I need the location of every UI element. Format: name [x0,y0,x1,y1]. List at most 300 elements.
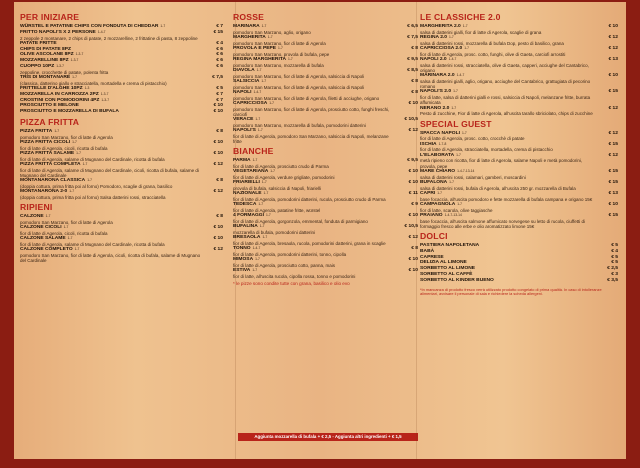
item-price: € 5 [216,85,223,91]
allergen-codes: 1-4-7 [252,246,261,251]
item-price: € 7 [216,24,223,29]
item-name-text: MONTANARONA CLASSICA [20,178,86,184]
item-name [20,109,223,115]
item-name-text: CROSTINI CON POMODORINI 4PZ [20,97,100,103]
footnote: *In mancanza di prodotto fresco verrà utilizzato prodotto congelato di prima qualità. In caso di intolleranze alimentari, avvisare il personale di sala e richiedere la scheda allergeni. [420,286,602,297]
allergen-codes: 1-3-7 [100,91,109,96]
section-title: PIZZA FRITTA [20,116,80,127]
item-name-text: NAPOLI [233,90,252,95]
item-name [420,278,618,284]
allergen-codes: 1-7 [464,46,469,50]
item-price: € 15 [608,89,618,95]
allergen-codes: 1-4-7 [253,90,262,94]
allergen-codes: 1-3-7 [70,58,79,63]
allergen-codes: 1-7 [265,213,271,218]
item-name-text: PIZZA FRITTA [20,128,53,134]
menu-item [233,224,418,235]
allergen-codes: 1-7 [461,130,467,135]
item-description: base focaccia, all'uscita salmone affumicato norvegese su letto di rucola, ciuffetti di formaggio fresco alle erbe e olio aromatizzato limone 15€ [420,218,586,229]
item-name-text: NAPOLI'S [233,128,256,134]
menu-item [20,64,223,75]
menu-item [233,128,418,144]
menu-item [233,46,418,57]
menu-item [233,246,418,257]
item-name-text: CAPRI [420,190,436,196]
item-price: € 12 [213,161,223,167]
allergen-codes: 1-7 [462,24,468,28]
item-price: € 8 [216,214,223,220]
item-description: (doppia cottura, prima fritta poi al forno) Salsa datterini rossi, stracciatella [20,194,166,200]
allergen-codes: 1-7 [45,214,51,219]
menu-item [233,35,418,46]
allergen-codes: 1-7 [82,161,88,166]
allergen-codes: 1-7 [457,201,462,206]
item-name-text: CALZONE COMPLETO [20,247,73,253]
column-3 [420,10,618,297]
menu-item [420,57,618,73]
pizza-note: * le pizze sono condite tutte con grana, basilico e olio evo [233,281,350,287]
menu-item [233,90,418,101]
menu-item [233,180,418,191]
item-price: € 6,5 [407,24,418,29]
item-name-text: OLIVE ASCOLANE 8PZ [20,52,74,58]
menu-item [233,191,418,202]
allergen-codes: 1-7 [263,191,269,196]
item-name-text: NERANO 2.0 [420,105,450,111]
menu-item [420,191,618,202]
allergen-codes: 1-3 [84,85,90,90]
menu-item [20,30,223,41]
item-price: € 10 [408,257,418,263]
allergen-codes: 1-7 [252,158,258,163]
item-name-text: MOZZARELLINE 8PZ [20,58,69,64]
item-name-text: SORBETTO AL CAFFÈ [420,272,473,277]
item-price: € 10,5 [404,224,418,230]
extras-banner: Aggiunta mozzarella di bufala + € 2,5 - Aggiunta altri ingredienti + € 1,5 [238,433,418,441]
item-description: provola di bufala, salsiccia di Napoli, friarielli [233,186,322,192]
item-description: fior di latte di Agerola, stracciatella, mortadella, crema di pistacchio [420,147,553,153]
item-name-text: FRITTO NAPOLI'S X 2 PERSONE [20,29,96,35]
allergen-codes: 1-7 [256,68,262,72]
item-price: € 12 [608,35,618,40]
menu-item [20,178,223,189]
allergen-codes: 1-7 [255,257,260,262]
allergen-codes: 1-7 [449,179,454,184]
item-description: pomodoro San Marzano, fior di latte di Agerola, salsiccia di Napoli [233,84,365,90]
allergen-codes: 1-7 [54,128,60,133]
allergen-codes: 1-7 [69,189,75,194]
item-name-text: BABÀ [420,248,435,254]
menu-item [233,268,418,279]
item-name-text: CALZONE [20,214,44,220]
item-price: € 9,5 [407,158,418,164]
allergen-codes: 1-7 [453,89,458,94]
menu-item [20,214,223,225]
item-description: 2 zeppole 2 montanare, 2 chips di patate, 2 mozzarelline, 2 frittatine di pasta, 8 zeppoline [20,35,198,41]
allergen-codes: 1-7 [255,117,261,122]
item-price: € 10 [213,236,223,242]
item-name-text: PROSCIUTTO E MELONE [20,103,79,109]
item-name-text: VEGETARIANA [233,169,269,175]
item-description: fior di latte di Agerola, salame di Mugnano del Cardinale, ricotta di bufala [20,156,165,162]
item-price: € 12 [213,189,223,195]
menu-sheet [14,2,626,459]
allergen-codes: 1-7 [87,178,92,183]
allergen-codes: 1-4-7-13-14 [457,168,475,173]
menu-item [420,180,618,191]
item-description: salsa di datterini rossi, bufala di Agerola, all'uscita 250 gr. mozzarella di Bufala [420,185,576,191]
menu-item [233,158,418,169]
allergen-codes: 1-7-8 [438,141,447,146]
item-price: € 7,5 [212,74,223,80]
item-price: € 8 [411,246,418,252]
item-price: € 4 [216,40,223,46]
item-description: pomodoro San Marzano, provola di bufala, pepe [233,51,330,57]
menu-item [20,151,223,162]
item-name-text: MARGHERITA [233,35,266,40]
item-description: (doppia cottura, prima fritta poi al forno) Pomodoro, scaglie di grana, basilico [20,183,173,189]
item-name-text: NAPOLI 2.0 [420,57,447,62]
item-name-text: MONTANARONA 2-0 [20,189,68,195]
item-description: pomodoro San Marzano, fior di latte di Agerola, salsiccia di Napoli [233,73,365,79]
item-name-text: CAPRICCIOSA [233,101,268,106]
allergen-codes: 1-7 [74,247,80,252]
item-description: fior di latte, scarola, olive taggiasche [420,207,493,213]
item-description: salsa di datterini rossi, calamari, gamberi, moscardini [420,174,526,180]
item-name-text: ISCHIA [420,141,437,147]
item-price: € 10 [608,201,618,207]
item-name-text: PARMA [233,158,251,164]
item-price: € 15 [608,179,618,185]
item-price: € 6 [216,52,223,58]
item-price: € 11 [408,191,418,197]
item-price: € 5 [611,254,618,260]
item-name-text: MARINARA [233,24,260,29]
menu-item [233,235,418,246]
item-price: € 6 [216,58,223,64]
item-price: € 5 [611,260,618,266]
item-name-text: FRIARIELLI [233,180,260,186]
menu-item [233,213,418,224]
menu-item [420,169,618,180]
item-price: € 10 [408,213,418,219]
allergen-codes: 1-4-7 [456,73,465,78]
item-name-text: SPACCA NAPOLI [420,130,460,136]
item-description: pomodoro San Marzano, fior di latte di Agerola, prosciutto cotto, funghi freschi, carciofi [233,106,390,117]
allergen-codes: 1-3-7 [101,97,110,102]
item-name-text: PROSCIUTTO E MOZZARELLA DI BUFALA [20,109,119,115]
section-title: RIPIENI [20,202,53,213]
allergen-codes: 1-7 [258,202,264,207]
item-price: € 10 [608,73,618,79]
item-description: fior di latte di Agerola, prosc. cotto, funghi, olive di Gaeta, carciofi arrostiti [420,51,566,57]
item-price: € 8 [411,79,418,84]
allergen-codes: 1-7 [261,24,267,28]
menu-item [233,101,418,117]
allergen-codes: 1-4-7 [448,57,457,61]
item-description: fior di latte di Agerola, bresaola, rucola, pomodorini datterini, grana in scaglie [233,241,386,247]
item-name-text: DIAVOLA [233,68,255,73]
item-name-text: L'ELABORATA [420,152,455,158]
item-name-text: BRESAOLA [233,235,261,241]
item-name-text: ESTIVA [233,268,251,274]
item-name-text: CAPRESE [420,254,444,260]
menu-item [20,129,223,140]
menu-item [20,236,223,247]
item-name-text: FRITTELLE D'ALGHE 10PZ [20,85,83,91]
item-description: fior di latte di Agerola, gorgonzola, emmental, fonduta di parmigiano [233,219,368,225]
item-name-text: PIZZA FRITTA COMPLETA [20,161,81,167]
column-1 [20,10,223,263]
item-name-text: MOZZARELLA IN CARROZZA 2PZ [20,91,99,97]
section-title: BIANCHE [233,146,274,157]
item-description: fior di latte, all'uscita rucola, cipolla rossa, tonno e pomodorini [233,274,356,280]
item-price: € 3,5 [607,277,618,283]
item-price: € 5 [611,243,618,249]
item-description: fior di latte di Agerola, prosciutto crudo di Parma [233,164,329,170]
allergen-codes: 1-7 [257,128,263,133]
allergen-codes: 1-7 [76,150,81,155]
allergen-codes: 1-7 [262,235,268,240]
item-description: fior di latte di Agerola, salame di Mugnano del Cardinale, ricotta di bufala [20,241,165,247]
item-description: pomodoro San Marzano, mozzarella di bufala [233,62,324,68]
item-description: metà ripieno con ricotta, fior di latte di Agerola, salame Napoli e metà pomodorini, provola, pepe [420,158,583,169]
allergen-codes: 1-3-7 [56,63,64,68]
allergen-codes: 1-7 [72,139,77,144]
menu-item [20,140,223,151]
item-name-text: CAMPAGNOLA [420,201,456,207]
allergen-codes: 1-7 [160,24,166,28]
item-price: € 12 [608,105,618,111]
item-name-text: MARINARA 2.0 [420,73,455,79]
menu-item [420,202,618,213]
item-price: € 9,5 [407,57,418,62]
item-price: € 13 [608,57,618,62]
item-description: fior di latte di Agerola, pomodorini datterini, tonno, cipolla [233,252,347,258]
item-price: € 13 [608,190,618,196]
item-price: € 12 [213,247,223,253]
item-price: € 10 [408,169,418,175]
item-description: fior di latte di Agerola, cicoli, ricotta di bufala [20,145,108,151]
allergen-codes: 1-7 [72,74,77,79]
menu-item [420,131,618,142]
item-description: salsa di datterini gialli, aglio, origano, acciughe del Cantabrico, grattugiata di pecorino romano [420,79,591,90]
item-name-text: MIMOSA [233,257,254,263]
allergen-codes: 1-4-7-13-14 [444,212,462,217]
item-description: pomodoro San Marzano, fior di latte di Agerola [233,40,326,46]
menu-item [420,24,618,35]
item-name-text: NAPOLI'S 2.0 [420,89,452,95]
section-title: ROSSE [233,12,265,22]
item-price: € 7 [216,97,223,103]
item-name-text: WÜRSTEL E PATATINE CHIPS CON FONDUTA DI CHEDDAR [20,24,159,29]
menu-item [20,247,223,263]
item-name-text: REGINA MARGHERITA [233,57,286,62]
menu-item [20,189,223,200]
item-price: € 10,5 [404,117,418,123]
item-name-text: PIZZA FRITTA CICOLI [20,139,71,145]
item-price: € 10 [213,109,223,115]
item-description: pomodoro San Marzano, fior di latte di Agerola, filetti di acciughe, origano [233,95,380,101]
allergen-codes: 1-7 [63,225,69,230]
item-description: fior di latte di Agerola, prosciutto cotto, panna, mais [233,263,336,269]
item-price: € 8 [216,178,223,184]
item-price: € 7 [216,91,223,97]
item-description: fior di latte di Agerola, verdure grigliate, pomodorini [233,175,335,181]
item-name-text: PIZZA FRITTA SALAME [20,150,75,156]
item-name-text: CALZONE SALAME [20,236,66,242]
item-name-text: CAPRICCIOSA 2.0 [420,46,463,51]
menu-item [420,142,618,153]
item-name-text: PROVOLA E PEPE [233,46,277,51]
allergen-codes: 1-7 [437,190,442,195]
allergen-codes: 1-7 [451,105,457,110]
item-description: Pesto di zucchine, Fior di latte di Agerola, all'uscita tarallo sbriciolato, chips di zucchine [420,111,593,117]
item-description: pomodoro San Marzano, fior di latte di Agerola, cicoli, ricotta di bufala, salame di Mugnano del Cardinale [20,252,201,264]
menu-item [20,109,223,115]
item-name-text: REGINA 2.0 [420,35,447,40]
item-name-text: NAZIONALE [233,191,262,197]
allergen-codes: 1-7 [267,35,273,39]
item-description: zeppoline, crocchette di patate, polenta fritta [20,69,109,75]
item-name-text: SORBETTO AL LIMONE [420,266,476,272]
menu-item [20,75,223,86]
item-price: € 7,5 [407,35,418,40]
item-description: fior di latte di Agerola, salame di Mugnano del Cardinale, cicoli, ricotta di bufala, salame di Mugnano del Cardinale [20,167,199,178]
section-title: LE CLASSICHE 2.0 [420,12,501,22]
menu-item [420,106,618,117]
item-name-text: TONNO [233,246,251,252]
item-price: € 8 [411,90,418,95]
item-name-text: CUOPPO 10PZ [20,63,55,69]
item-description: salsa di datterini rossi, mozzarella di bufala Dop, pesto di basilico, grana [420,40,564,46]
item-price: € 12 [608,130,618,136]
item-description: pomodoro San Marzano, fior di latte di Agerola [20,134,113,140]
section-title: SPECIAL GUEST [420,118,492,129]
item-price: € 12 [408,128,418,134]
allergen-codes: 1-7 [259,224,265,229]
allergen-codes: 1-4-7 [97,29,106,34]
menu-item [20,162,223,178]
menu-item [420,89,618,105]
item-name-text: SORBETTO AL KINDER BUENO [420,277,494,283]
allergen-codes: 1-7 [261,79,267,83]
allergen-codes: 1-7 [449,35,454,39]
allergen-codes: 1-7 [456,152,461,157]
allergen-codes: 1-7 [67,236,73,241]
item-price: € 15 [608,212,618,218]
item-name-text: MARE CHIARO [420,168,456,174]
allergen-codes: 1-7 [261,180,267,185]
allergen-codes: 1-7 [278,46,283,50]
item-price: € 8,5 [407,68,418,73]
item-price: € 6 [216,63,223,69]
item-price: € 2,5 [607,266,618,272]
item-description: pomodoro San Marzano, aglio, origano [233,29,311,35]
item-description: fior di latte di Agerola, pomodoro San Marzano, salsiccia di Napoli, melanzane fritte [233,134,389,145]
item-name-text: 4 FORMAGGI [233,213,264,219]
item-price: € 6 [216,46,223,52]
menu-item [420,46,618,57]
item-description: mozzarella di bufala, pomodorini datterini [233,230,316,236]
item-name-text: VERACE [233,117,254,123]
item-name-text: CALZONE CICOLI [20,225,62,231]
allergen-codes: 1-7 [269,101,275,105]
item-price: € 15 [213,29,223,35]
item-price: € 10 [408,268,418,274]
menu-item [420,278,618,284]
menu-item [420,213,618,229]
item-price: € 4 [611,248,618,254]
section-title: PER INIZIARE [20,12,80,22]
section-title: DOLCI [420,231,448,242]
item-description: fior di latte di Agerola, cicoli, ricotta di bufala [20,230,108,236]
item-price: € 10 [608,24,618,29]
item-price: € 10 [213,225,223,231]
allergen-codes: 1-7 [270,169,275,174]
item-description: fior di latte di Agerola, patatine fritte, würstel [233,208,321,214]
menu-item [420,73,618,89]
item-name-text: PRAIANO [420,212,443,218]
menu-item [420,35,618,46]
item-price: € 10 [213,139,223,145]
item-price: € 9 [411,202,418,208]
menu-item [233,79,418,90]
allergen-codes: 1-3-7 [75,52,84,57]
item-price: € 8 [216,128,223,134]
menu-item [233,57,418,68]
item-price: € 3 [611,272,618,277]
item-description: fior di latte di Agerola, pomodorini datterini, rucola, prosciutto crudo di Parma [233,197,386,203]
item-description: salsa di datterini rossi, stracciatella, olive di Gaeta, capperi, acciughe del Cantabrico, origano [420,62,589,73]
item-price: € 12 [408,235,418,241]
item-name-text: PATATE FRITTE [20,40,57,46]
item-name-text: CHIPS DI PATATE 8PZ [20,46,71,52]
item-name-text: TRIS DI MONTANARE [20,74,71,80]
menu-item [233,202,418,213]
item-name-text: BUFALONA [420,179,448,185]
item-description: base focaccia, all'uscita pomodoro e fette mozzarella di bufala campana e origano 15€ [420,196,593,202]
item-price: € 15 [608,141,618,147]
menu-item [233,117,418,128]
item-description: pomodoro San Marzano, fior di latte di Agerola [20,219,113,225]
item-description: fior di latte, salsa di datterini gialli e rossi, salsiccia di Napoli, melanzane fritte, burrata affumicata [420,95,591,106]
menu-item [233,68,418,79]
menu-item [233,169,418,180]
item-name-text: DELIZIA AL LIMONE [420,260,467,266]
item-price: € 15 [608,168,618,174]
item-price: € 10 [408,101,418,106]
item-description: fior di latte di Agerola, prosc. cotto, crocchè di patate [420,136,525,142]
allergen-codes: 1-7 [252,268,258,273]
item-price: € 12 [608,152,618,158]
allergen-codes: 1-7 [287,57,293,61]
item-price: € 10 [408,180,418,186]
item-name-text: SALSICCIA [233,79,260,84]
item-price: € 10 [213,150,223,156]
item-description: salsa di datterini gialli, fior di latte di Agerola, scaglie di grana [420,29,542,35]
item-description: pomodoro San Marzano, mozzarella di bufala, pomodorini datterini [233,123,366,128]
item-name-text: PASTIERA NAPOLETANA [420,243,480,249]
item-price: € 12 [608,46,618,51]
item-price: € 10 [213,103,223,109]
column-2 [233,10,418,287]
menu-item [420,153,618,169]
menu-item [233,257,418,268]
item-name-text: MARGHERITA 2.0 [420,24,461,29]
item-name-text: BUFALINA [233,224,258,230]
menu-item [233,24,418,35]
